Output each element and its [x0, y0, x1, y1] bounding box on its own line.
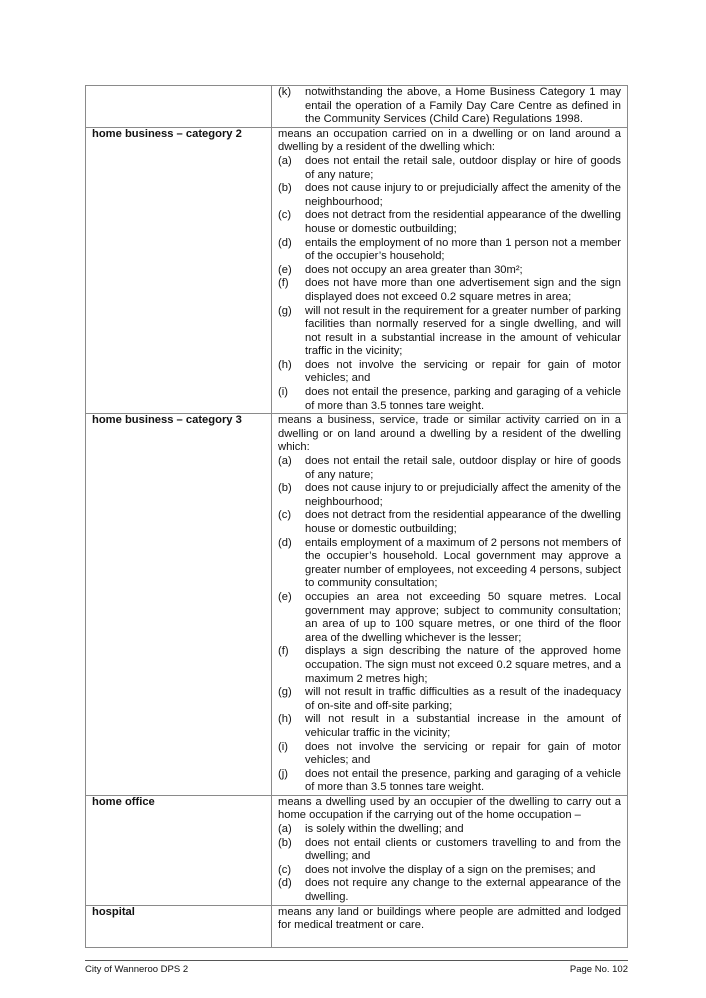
clause-text: will not result in the requirement for a greater number of parking facilities than normally reserved for a single dwelling, and will not result in a substantial increase in the amount of vehicular traffic in the vicinity;	[305, 304, 621, 358]
clause-text: notwithstanding the above, a Home Business Category 1 may entail the operation of a Family Day Care Centre as defined in the Community Services (Child Care) Regulations 1998.	[305, 86, 621, 126]
clause-text: does not involve the display of a sign on the premises; and	[305, 863, 596, 876]
clause-label: (c)	[278, 863, 292, 876]
clause-label: (b)	[278, 836, 292, 849]
definition-clause	[278, 877, 621, 904]
clause-label: (d)	[278, 536, 292, 549]
definition-clause	[278, 277, 621, 304]
definition-description	[272, 127, 628, 413]
clause-text: entails employment of a maximum of 2 persons not members of the occupier’s household. Local government may approve a greater number of employees, not exceeding 4 persons, subject to community consultation;	[305, 536, 621, 590]
definition-clause	[278, 305, 621, 359]
clause-label: (h)	[278, 358, 292, 371]
definition-row	[86, 905, 628, 947]
clause-text: does not involve the servicing or repair for gain of motor vehicles; and	[305, 358, 621, 385]
definition-term: home business – category 3	[86, 414, 272, 796]
clause-label: (k)	[278, 86, 292, 98]
definition-clause	[278, 359, 621, 386]
definition-clause	[278, 182, 621, 209]
footer-page-number: Page No. 102	[569, 964, 628, 975]
definition-clause	[278, 591, 621, 645]
definition-intro: means a dwelling used by an occupier of the dwelling to carry out a home occupation if the carrying out of the home occupation –	[278, 795, 621, 822]
clause-text: does not entail clients or customers travelling to and from the dwelling; and	[305, 836, 621, 863]
definitions-table-body	[86, 86, 628, 948]
definition-clause	[278, 386, 621, 413]
footer-divider	[85, 960, 628, 961]
clause-label: (b)	[278, 182, 292, 195]
definition-row	[86, 795, 628, 905]
footer-document-name: City of Wanneroo DPS 2	[85, 964, 189, 975]
definition-clause	[278, 237, 621, 264]
definition-clause	[278, 645, 621, 686]
definition-clause	[278, 455, 621, 482]
clause-label: (g)	[278, 686, 292, 699]
clause-text: does not entail the retail sale, outdoor display or hire of goods of any nature;	[305, 455, 621, 481]
clause-label: (i)	[278, 386, 288, 399]
clause-text: does not require any change to the external appearance of the dwelling.	[305, 877, 621, 904]
clause-text: does not detract from the residential appearance of the dwelling house or domestic outbuilding;	[305, 209, 621, 235]
clause-label: (g)	[278, 304, 292, 317]
clause-text: does not detract from the residential appearance of the dwelling house or domestic outbuilding;	[305, 509, 621, 535]
definition-description	[272, 905, 628, 947]
clause-label: (b)	[278, 482, 292, 495]
clause-label: (c)	[278, 509, 292, 522]
clause-label: (f)	[278, 645, 289, 658]
clause-label: (c)	[278, 209, 292, 222]
clause-label: (a)	[278, 455, 292, 468]
clause-label: (j)	[278, 767, 288, 780]
clause-text: does not involve the servicing or repair for gain of motor vehicles; and	[305, 740, 621, 767]
definition-term: home office	[86, 795, 272, 905]
clause-label: (a)	[278, 154, 292, 167]
definition-clause	[278, 482, 621, 509]
definition-clause	[278, 864, 621, 878]
clause-label: (h)	[278, 713, 292, 726]
definition-clause	[278, 264, 621, 278]
definition-intro: means any land or buildings where people are admitted and lodged for medical treatment or care.	[278, 905, 621, 932]
clause-text: does not occupy an area greater than 30m²;	[305, 263, 523, 276]
definition-clause	[278, 209, 621, 236]
definition-term: hospital	[86, 905, 272, 947]
definition-clause	[278, 86, 621, 127]
clause-label: (f)	[278, 277, 289, 290]
definition-row	[86, 86, 628, 128]
clause-text: entails the employment of no more than 1 person not a member of the occupier’s household;	[305, 236, 621, 263]
clause-label: (e)	[278, 263, 292, 276]
definition-clause	[278, 509, 621, 536]
definition-clause	[278, 537, 621, 591]
definition-intro: means a business, service, trade or similar activity carried on in a dwelling or on land around a dwelling by a resident of the dwelling which:	[278, 414, 621, 454]
clause-text: does not cause injury to or prejudicially affect the amenity of the neighbourhood;	[305, 182, 621, 208]
definition-description	[272, 414, 628, 796]
clause-label: (d)	[278, 236, 292, 249]
clause-text: does not have more than one advertisement sign and the sign displayed does not exceed 0.2 square metres in area;	[305, 277, 621, 303]
clause-text: occupies an area not exceeding 50 square metres. Local government may approve; subject to community consultation; an area of up to 100 square metres, or one third of the floor area of the dwelling whichever is the lesser;	[305, 590, 621, 644]
clause-text: is solely within the dwelling; and	[305, 823, 464, 836]
clause-text: will not result in a substantial increase in the amount of vehicular traffic in the vicinity;	[305, 713, 621, 739]
definition-clause	[278, 686, 621, 713]
definitions-table	[85, 85, 628, 948]
clause-text: displays a sign describing the nature of the approved home occupation. The sign must not exceed 0.2 square metres, and a maximum 2 metres high;	[305, 645, 621, 685]
clause-text: does not cause injury to or prejudicially affect the amenity of the neighbourhood;	[305, 482, 621, 508]
clause-label: (d)	[278, 877, 292, 890]
definition-clause	[278, 768, 621, 795]
definition-term: home business – category 2	[86, 127, 272, 413]
clause-text: does not entail the presence, parking and garaging of a vehicle of more than 3.5 tonnes tare weight.	[305, 386, 621, 412]
definition-clause	[278, 713, 621, 740]
definition-term	[86, 86, 272, 128]
definition-description	[272, 86, 628, 128]
definition-clause	[278, 741, 621, 768]
definition-intro: means an occupation carried on in a dwelling or on land around a dwelling by a resident of the dwelling which:	[278, 127, 621, 154]
definition-clause	[278, 837, 621, 864]
clause-label: (a)	[278, 823, 292, 836]
clause-text: does not entail the presence, parking and garaging of a vehicle of more than 3.5 tonnes tare weight.	[305, 767, 621, 794]
definition-row	[86, 414, 628, 796]
definition-row	[86, 127, 628, 413]
definition-clause	[278, 823, 621, 837]
clause-label: (e)	[278, 590, 292, 603]
definition-clause	[278, 155, 621, 182]
definition-description	[272, 795, 628, 905]
clause-label: (i)	[278, 740, 288, 753]
clause-text: does not entail the retail sale, outdoor display or hire of goods of any nature;	[305, 154, 621, 181]
clause-text: will not result in traffic difficulties as a result of the inadequacy of on-site and off-site parking;	[305, 686, 621, 712]
